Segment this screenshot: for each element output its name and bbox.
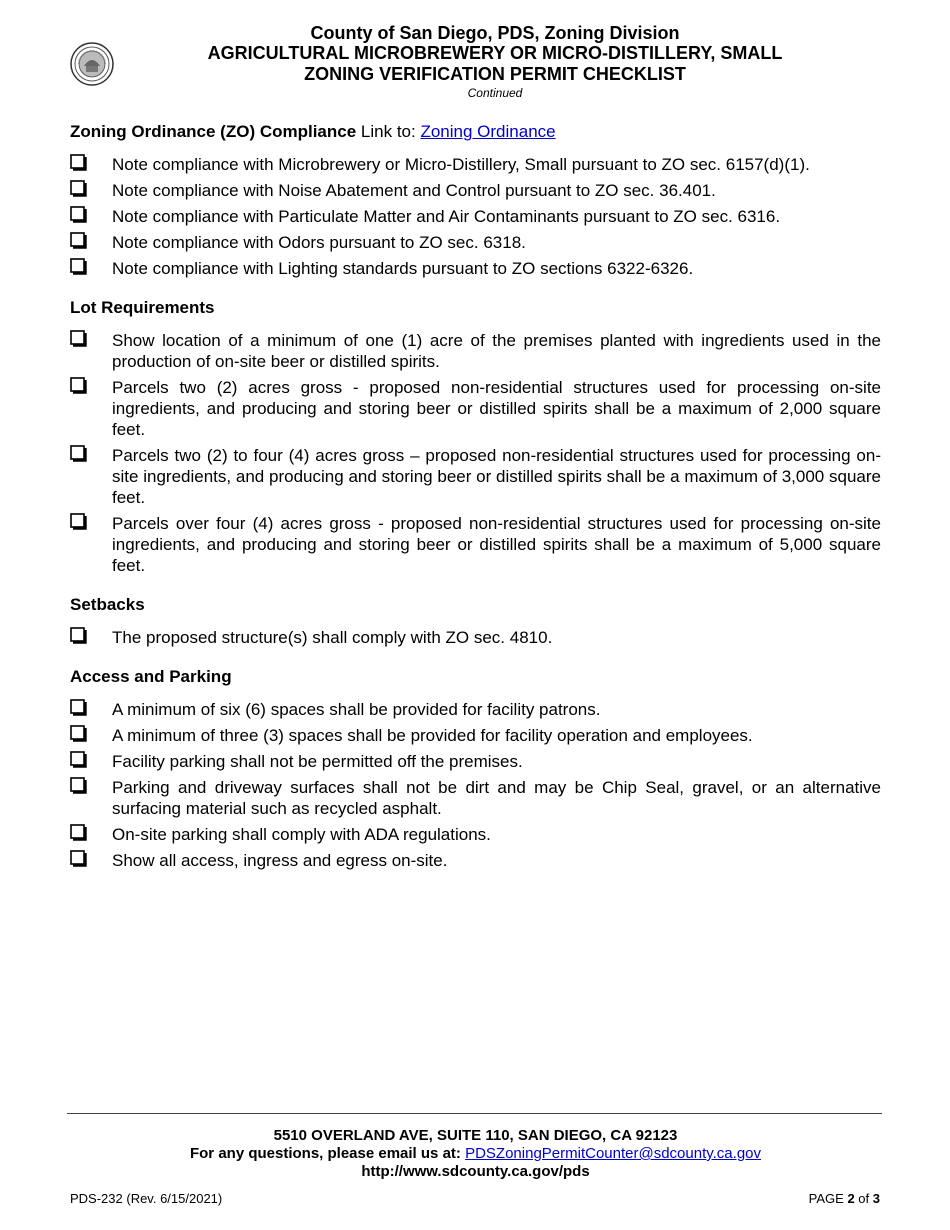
checklist-item [70,206,881,227]
zoning-ordinance-link[interactable]: Zoning Ordinance [420,122,556,141]
page-current: 2 [847,1191,855,1206]
document-header [150,23,840,100]
header-title-agency: County of San Diego, PDS, Zoning Division [310,23,680,43]
checklist-item-text: Show all access, ingress and egress on-site. [112,851,448,870]
checkbox-icon[interactable] [70,513,87,530]
checklist-item [70,445,881,508]
form-id: PDS-232 (Rev. 6/15/2021) [70,1191,223,1206]
checklist-content [70,122,881,876]
checklist-item [70,258,881,279]
checklist-item [70,824,881,845]
checklist-item [70,627,881,648]
footer-address: 5510 OVERLAND AVE, SUITE 110, SAN DIEGO, CA 92123 [273,1127,678,1144]
checklist-item-text: Parcels two (2) acres gross - proposed non-residential structures used for processing on-site ingredients, and producing and storing beer or distilled spirits shall be a maximum of 2,000 square feet. [112,378,881,439]
page-total: 3 [872,1191,880,1206]
checklist-item-text: Note compliance with Lighting standards pursuant to ZO sections 6322-6326. [112,259,694,278]
checklist-item [70,777,881,819]
checklist-item [70,180,881,201]
checklist-item-text: A minimum of six (6) spaces shall be provided for facility patrons. [112,700,601,719]
checklist-item [70,232,881,253]
header-title-permit: AGRICULTURAL MICROBREWERY OR MICRO-DISTILLERY, SMALL [207,43,783,63]
checkbox-icon[interactable] [70,824,87,841]
checkbox-icon[interactable] [70,180,87,197]
checklist-item-text: Note compliance with Particulate Matter and Air Contaminants pursuant to ZO sec. 6316. [112,207,781,226]
checklist-item [70,699,881,720]
checklist-item-text: Note compliance with Microbrewery or Micro-Distillery, Small pursuant to ZO sec. 6157(d)(1). [112,155,810,174]
checklist [70,699,881,871]
checklist-item [70,377,881,440]
link-prefix: Link to: [360,122,416,141]
section-lot-requirements [70,298,881,576]
page-label: PAGE [808,1191,844,1206]
section-access-parking [70,667,881,871]
checkbox-icon[interactable] [70,699,87,716]
section-title: Setbacks [70,595,145,614]
checkbox-icon[interactable] [70,751,87,768]
section-zo-compliance [70,122,881,279]
checklist-item [70,154,881,175]
section-title-text: Zoning Ordinance (ZO) Compliance [70,122,357,141]
checkbox-icon[interactable] [70,232,87,249]
checklist-item-text: Facility parking shall not be permitted off the premises. [112,752,523,771]
checkbox-icon[interactable] [70,445,87,462]
section-setbacks [70,595,881,648]
checkbox-icon[interactable] [70,850,87,867]
section-title [70,122,881,142]
page-number [809,1191,880,1206]
checklist-item-text: Parking and driveway surfaces shall not be dirt and may be Chip Seal, gravel, or an alternative surfacing material such as recycled asphalt. [112,778,881,818]
footer-contact [70,1145,881,1163]
checklist-item-text: The proposed structure(s) shall comply with ZO sec. 4810. [112,628,553,647]
checklist-item [70,850,881,871]
checklist [70,154,881,279]
footer-website[interactable]: http://www.sdcounty.ca.gov/pds [361,1163,590,1180]
checklist-item-text: Parcels over four (4) acres gross - proposed non-residential structures used for processing on-site ingredients, and producing and storing beer or distilled spirits shall be a maximum of 5,000 square feet. [112,514,881,575]
county-seal-icon [70,42,114,86]
footer-email-link[interactable]: PDSZoningPermitCounter@sdcounty.ca.gov [465,1145,761,1162]
checklist-item-text: Note compliance with Odors pursuant to ZO sec. 6318. [112,233,526,252]
checklist-item-text: Parcels two (2) to four (4) acres gross – proposed non-residential structures used for processing on-site ingredients, and producing and storing beer or distilled spirits shall be a maximum of 3,000 square feet. [112,446,881,507]
checkbox-icon[interactable] [70,725,87,742]
checkbox-icon[interactable] [70,627,87,644]
checkbox-icon[interactable] [70,154,87,171]
page-of: of [858,1191,870,1206]
footer-email-prefix: For any questions, please email us at: [189,1145,461,1162]
footer [70,1127,881,1181]
checkbox-icon[interactable] [70,330,87,347]
checkbox-icon[interactable] [70,777,87,794]
checkbox-icon[interactable] [70,258,87,275]
checklist-item [70,330,881,372]
header-title-checklist: ZONING VERIFICATION PERMIT CHECKLIST [304,64,686,84]
checklist-item [70,513,881,576]
checkbox-icon[interactable] [70,206,87,223]
section-title: Lot Requirements [70,298,215,317]
checklist-item-text: Show location of a minimum of one (1) acre of the premises planted with ingredients used in the production of on-site beer or distilled spirits. [112,331,881,371]
footer-divider [67,1113,882,1114]
checkbox-icon[interactable] [70,377,87,394]
header-continued: Continued [467,86,523,100]
checklist-item [70,751,881,772]
checklist-item-text: Note compliance with Noise Abatement and Control pursuant to ZO sec. 36.401. [112,181,716,200]
checklist-item-text: On-site parking shall comply with ADA regulations. [112,825,491,844]
checklist [70,330,881,576]
checklist-item [70,725,881,746]
section-title: Access and Parking [70,667,232,686]
checklist-item-text: A minimum of three (3) spaces shall be provided for facility operation and employees. [112,726,753,745]
checklist [70,627,881,648]
